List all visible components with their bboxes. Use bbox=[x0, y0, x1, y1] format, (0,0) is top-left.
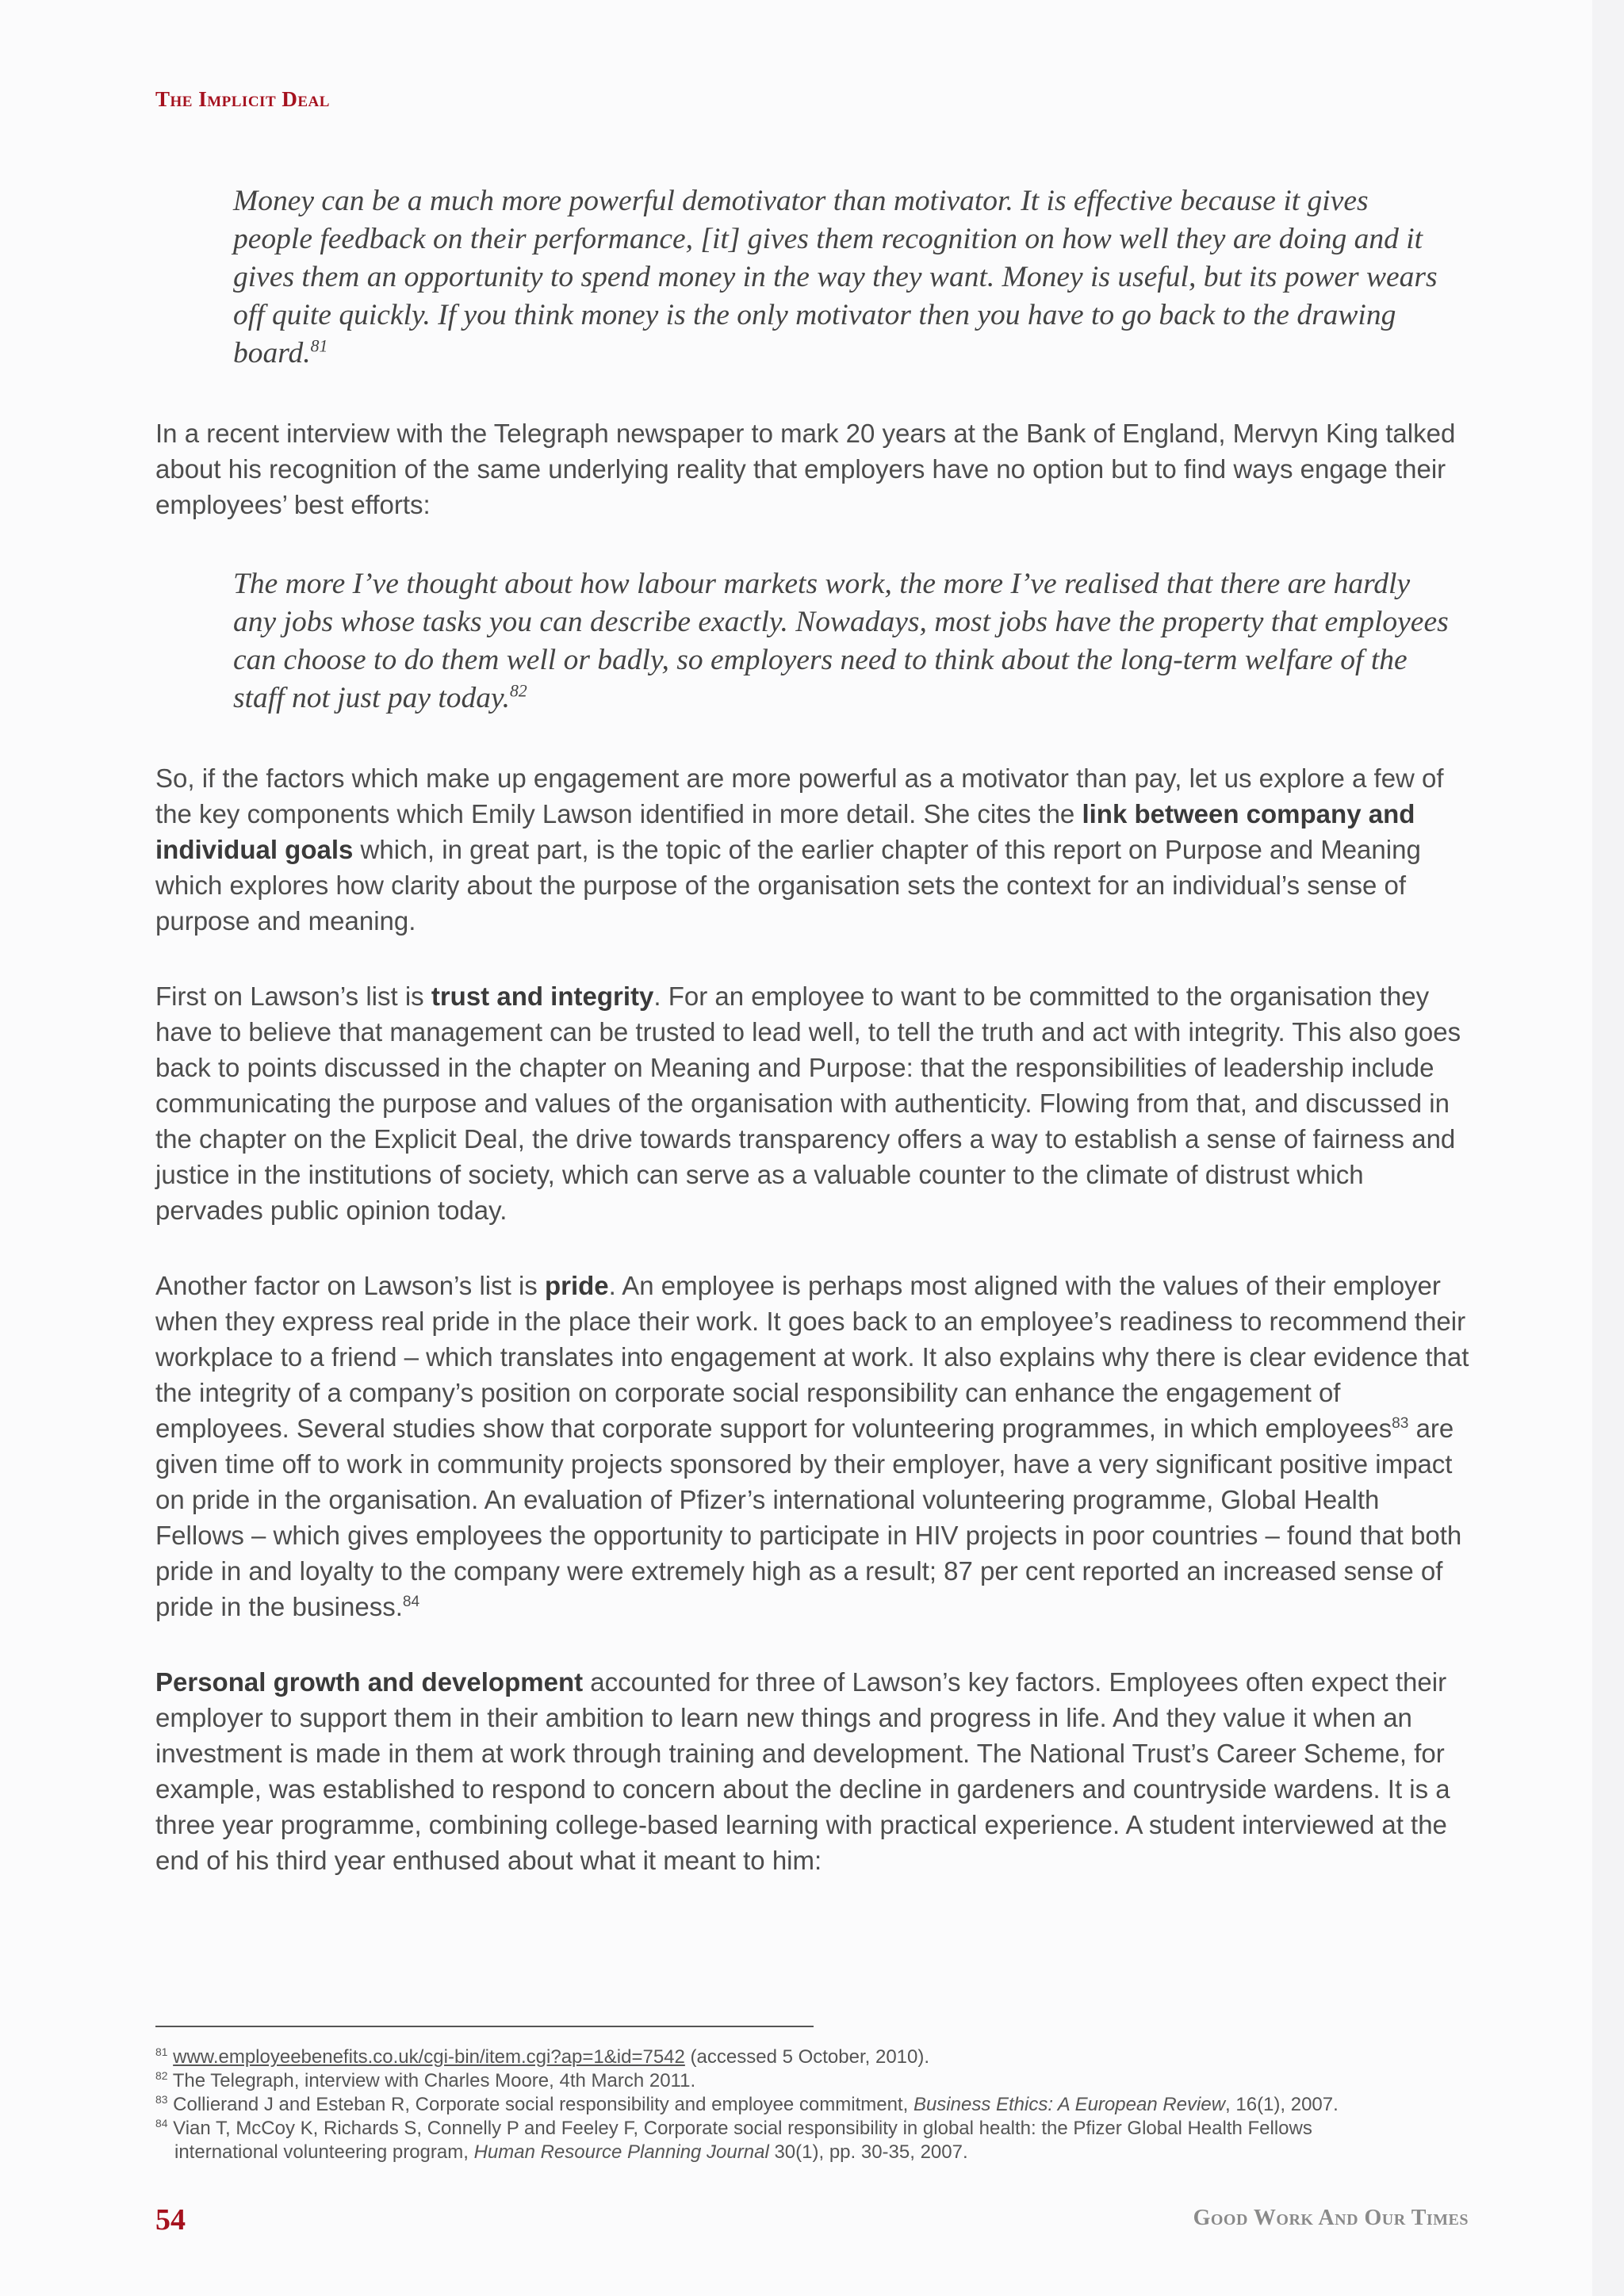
footnote-number: 82 bbox=[155, 2069, 168, 2082]
page-number: 54 bbox=[155, 2203, 186, 2237]
footnote-ref-82[interactable]: 82 bbox=[509, 681, 527, 701]
paragraph-personal-growth bbox=[155, 1664, 1472, 1878]
page-edge-band bbox=[1592, 0, 1624, 2296]
footnote-ref-83[interactable]: 83 bbox=[1392, 1415, 1409, 1432]
running-footer: Good Work And Our Times bbox=[1193, 2206, 1469, 2230]
footnote-text: The Telegraph, interview with Charles Moore, 4th March 2011. bbox=[172, 2070, 696, 2091]
footnote-number: 81 bbox=[155, 2045, 168, 2058]
paragraph-text: . An employee is perhaps most aligned with the values of their employer when they express real pride in the place their work. It goes back to an employee’s readiness to recommend their workplace to a friend – which translates into engagement at work. It also explains why there is clear evidence that the integrity of a company’s position on corporate social responsibility can enhance the engagement of employees. Several studies show that corporate support for volunteering programmes, in which employees bbox=[155, 1271, 1469, 1443]
bold-term: pride bbox=[544, 1271, 609, 1300]
footnote-journal-title: Business Ethics: A European Review bbox=[913, 2094, 1226, 2115]
footnote-number: 83 bbox=[155, 2093, 168, 2106]
footnote-number: 84 bbox=[155, 2117, 168, 2130]
main-content bbox=[155, 182, 1472, 1878]
footnote-link[interactable]: www.employeebenefits.co.uk/cgi-bin/item.cgi?ap=1&id=7542 bbox=[173, 2046, 685, 2068]
running-header: The Implicit Deal bbox=[155, 87, 330, 111]
footnotes bbox=[155, 2045, 1472, 2164]
bold-term: Personal growth and development bbox=[155, 1667, 584, 1697]
footnote-journal-title: Human Resource Planning Journal bbox=[473, 2141, 769, 2163]
paragraph-pride bbox=[155, 1268, 1472, 1624]
quote-text: Money can be a much more powerful demotivator than motivator. It is effective because it gives people feedback on their performance, [it] gives them recognition on how well they are doing and it gives them an opportunity to spend money in the way they want. Money is useful, but its power wears off quite quickly. If you think money is the only motivator then you have to go back to the drawing board. bbox=[233, 185, 1438, 369]
paragraph-text: So, if the factors which make up engagement are more powerful as a motivator than pay, let us explore a few of the key components which Emily Lawson identified in more detail. She cites the bbox=[155, 763, 1444, 828]
block-quote-money bbox=[233, 182, 1454, 373]
paragraph-text: Another factor on Lawson’s list is bbox=[155, 1271, 545, 1300]
footnote-text: international volunteering program, bbox=[174, 2141, 474, 2163]
paragraph-company-goals bbox=[155, 760, 1472, 939]
quote-text: The more I’ve thought about how labour markets work, the more I’ve realised that there are hardly any jobs whose tasks you can describe exactly. Nowadays, most jobs have the property that employees can choose to do them well or badly, so employers need to think about the long-term welfare of the staff not just pay today. bbox=[233, 568, 1449, 714]
paragraph-text: accounted for three of Lawson’s key factors. Employees often expect their employer to support them in their ambition to learn new things and progress in life. And they value it when an investment is made in them at work through training and development. The National Trust’s Career Scheme, for example, was established to respond to concern about the decline in gardeners and countryside wardens. It is a three year programme, combining college-based learning with practical experience. A student interviewed at the end of his third year enthused about what it meant to him: bbox=[155, 1667, 1450, 1875]
paragraph-text: are given time off to work in community projects sponsored by their employer, have a very significant positive impact on pride in the organisation. An evaluation of Pfizer’s international volunteering programme, Global Health Fellows – which gives employees the opportunity to participate in HIV projects in poor countries – found that both pride in and loyalty to the company were extremely high as a result; 87 per cent reported an increased sense of pride in the business. bbox=[155, 1414, 1462, 1621]
footnote-83 bbox=[155, 2093, 1472, 2117]
footnote-text: Collierand J and Esteban R, Corporate social responsibility and employee commitment, bbox=[173, 2094, 914, 2115]
paragraph-text: . For an employee to want to be committed to the organisation they have to believe that management can be trusted to lead well, to tell the truth and act with integrity. This also goes back to points discussed in the chapter on Meaning and Purpose: that the responsibilities of leadership include communicating the purpose and values of the organisation with authenticity. Flowing from that, and discussed in the chapter on the Explicit Deal, the drive towards transparency offers a way to establish a sense of fairness and justice in the institutions of society, which can serve as a valuable counter to the climate of distrust which pervades public opinion today. bbox=[155, 982, 1461, 1225]
footnote-text: 30(1), pp. 30-35, 2007. bbox=[768, 2141, 968, 2163]
block-quote-labour-markets bbox=[233, 565, 1454, 718]
paragraph-trust-integrity bbox=[155, 978, 1472, 1228]
footnote-text: (accessed 5 October, 2010). bbox=[684, 2046, 930, 2068]
bold-term: trust and integrity bbox=[431, 982, 654, 1011]
footnote-text: , 16(1), 2007. bbox=[1225, 2094, 1339, 2115]
footnote-81 bbox=[155, 2045, 1472, 2069]
footnote-continuation bbox=[155, 2141, 1472, 2164]
footnote-text: Vian T, McCoy K, Richards S, Connelly P and Feeley F, Corporate social responsibility in global health: the Pfizer Global Health Fellows bbox=[173, 2118, 1312, 2139]
bold-term: link between company and individual goals bbox=[155, 799, 1415, 864]
footnote-divider bbox=[155, 2026, 814, 2027]
paragraph-text: which, in great part, is the topic of the earlier chapter of this report on Purpose and Meaning which explores how clarity about the purpose of the organisation sets the context for an individual’s sense of purpose and meaning. bbox=[155, 835, 1421, 936]
footnote-84 bbox=[155, 2117, 1472, 2164]
paragraph-text: First on Lawson’s list is bbox=[155, 982, 431, 1011]
footnote-ref-84[interactable]: 84 bbox=[402, 1594, 420, 1610]
paragraph-mervyn-king: In a recent interview with the Telegraph newspaper to mark 20 years at the Bank of England, Mervyn King talked about his recognition of the same underlying reality that employers have no option but to find ways engage their employees’ best efforts: bbox=[155, 419, 1456, 519]
footnote-82 bbox=[155, 2069, 1472, 2093]
footnote-ref-81[interactable]: 81 bbox=[310, 336, 328, 356]
